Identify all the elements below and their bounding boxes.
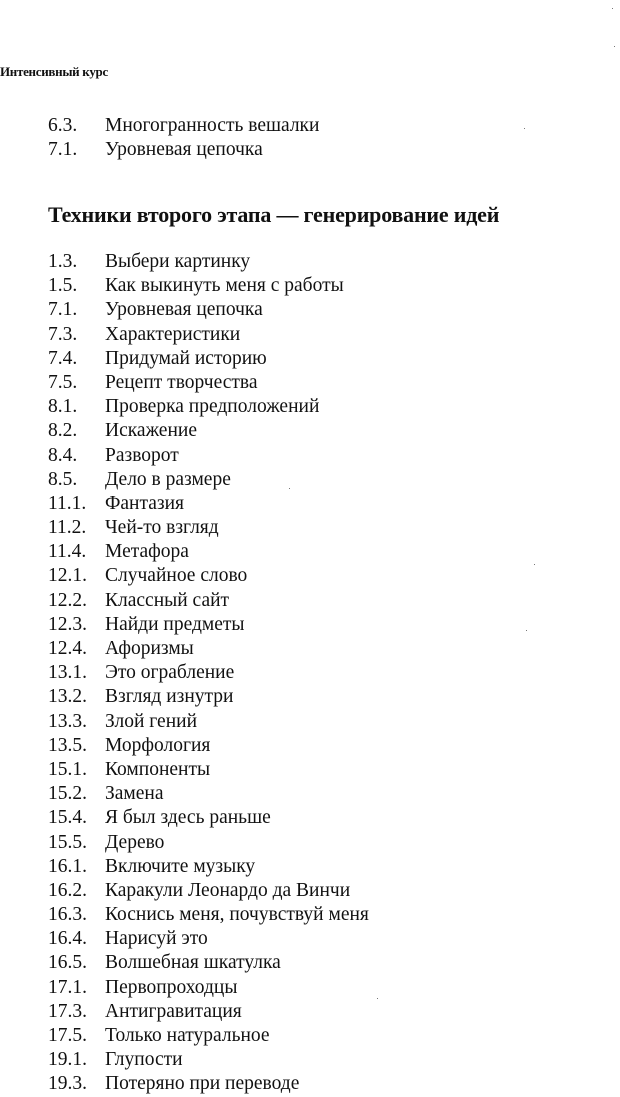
item-number: 16.5. [48, 952, 87, 974]
list-item [48, 976, 369, 1000]
list-item [48, 831, 369, 855]
item-number: 13.5. [48, 734, 87, 756]
item-number: 16.2. [48, 879, 87, 901]
item-number: 7.3. [48, 323, 78, 345]
item-title: Дело в размере [105, 468, 231, 490]
item-number: 8.4. [48, 444, 78, 466]
item-number: 15.5. [48, 831, 87, 853]
item-title: Разворот [105, 444, 179, 466]
item-title: Дерево [105, 831, 165, 853]
list-item [48, 734, 369, 758]
item-title: Случайное слово [105, 565, 248, 587]
item-number: 8.1. [48, 396, 78, 418]
technique-list-idea-generation [48, 250, 369, 1097]
item-number: 13.1. [48, 662, 87, 684]
item-number: 7.1. [48, 299, 78, 321]
item-title: Проверка предположений [105, 396, 320, 418]
item-title: Потеряно при переводе [105, 1073, 300, 1095]
item-title: Глупости [105, 1049, 183, 1071]
item-title: Каракули Леонардо да Винчи [105, 879, 351, 901]
list-item [48, 540, 369, 564]
item-title: Только натуральное [105, 1025, 270, 1046]
list-item [48, 1048, 369, 1072]
item-title: Я был здесь раньше [105, 807, 271, 829]
item-number: 12.1. [48, 565, 87, 587]
scan-speck [612, 8, 613, 9]
scan-speck [377, 998, 378, 999]
running-header: Интенсивный курс [0, 64, 108, 79]
list-item [48, 274, 369, 298]
item-number: 12.2. [48, 589, 87, 611]
list-item [48, 927, 369, 951]
item-number: 12.3. [48, 613, 87, 635]
item-title: Классный сайт [105, 589, 230, 611]
list-item [48, 1024, 369, 1048]
list-item [48, 371, 369, 395]
item-title: Уровневая цепочка [105, 139, 263, 161]
item-number: 12.4. [48, 638, 87, 659]
item-number: 1.3. [48, 251, 78, 272]
item-title: Волшебная шкатулка [105, 952, 281, 974]
list-item [48, 1000, 369, 1024]
list-item [48, 138, 319, 162]
list-item [48, 564, 369, 588]
list-item [48, 250, 369, 274]
list-item [48, 855, 369, 879]
item-title: Замена [105, 783, 164, 805]
item-number: 15.4. [48, 807, 87, 829]
item-title: Многогранность вешалки [105, 115, 320, 136]
item-title: Как выкинуть меня с работы [105, 275, 344, 297]
item-title: Взгляд изнутри [105, 686, 234, 708]
list-item [48, 613, 369, 637]
list-item [48, 879, 369, 903]
list-item [48, 903, 369, 927]
item-title: Уровневая цепочка [105, 299, 263, 321]
item-title: Придумай историю [105, 347, 267, 369]
item-number: 19.1. [48, 1049, 87, 1071]
item-number: 7.4. [48, 347, 78, 369]
item-title: Антигравитация [105, 1000, 242, 1022]
item-title: Рецепт творчества [105, 371, 258, 393]
item-title: Характеристики [105, 323, 241, 345]
item-title: Включите музыку [105, 855, 256, 877]
list-item [48, 444, 369, 468]
item-title: Выбери картинку [105, 251, 251, 272]
item-number: 17.5. [48, 1025, 87, 1046]
list-item [48, 951, 369, 975]
item-title: Злой гений [105, 710, 198, 732]
item-number: 15.1. [48, 758, 87, 780]
item-title: Фантазия [105, 492, 185, 514]
list-item [48, 419, 369, 443]
item-number: 16.3. [48, 904, 87, 926]
section-heading: Техники второго этапа — генерирование идей [48, 202, 500, 227]
item-title: Нарисуй это [105, 928, 208, 950]
scan-speck [289, 488, 290, 489]
scan-speck [524, 128, 525, 129]
list-item [48, 758, 369, 782]
item-number: 16.4. [48, 928, 87, 950]
item-title: Это ограбление [105, 662, 235, 684]
list-item [48, 589, 369, 613]
list-item [48, 1072, 369, 1096]
list-item [48, 710, 369, 734]
list-item [48, 637, 369, 661]
item-title: Афоризмы [105, 638, 194, 659]
item-title: Чей-то взгляд [105, 517, 219, 539]
list-item [48, 782, 369, 806]
item-number: 17.3. [48, 1000, 87, 1022]
item-number: 15.2. [48, 783, 87, 805]
item-title: Искажение [105, 420, 197, 442]
item-number: 13.2. [48, 686, 87, 708]
item-number: 1.5. [48, 275, 78, 297]
list-item [48, 492, 369, 516]
list-item [48, 323, 369, 347]
list-item [48, 114, 319, 138]
list-item [48, 516, 369, 540]
item-number: 16.1. [48, 855, 87, 877]
item-title: Компоненты [105, 758, 211, 780]
item-title: Найди предметы [105, 613, 245, 635]
list-item [48, 395, 369, 419]
item-title: Коснись меня, почувствуй меня [105, 904, 369, 926]
item-number: 13.3. [48, 710, 87, 732]
item-number: 11.2. [48, 517, 87, 539]
item-number: 8.5. [48, 468, 78, 490]
item-title: Морфология [105, 734, 211, 756]
item-number: 11.4. [48, 541, 87, 563]
item-number: 6.3. [48, 115, 78, 136]
item-number: 17.1. [48, 976, 87, 998]
list-item [48, 468, 369, 492]
item-number: 8.2. [48, 420, 78, 442]
list-item [48, 685, 369, 709]
scan-speck [526, 630, 527, 631]
item-number: 7.1. [48, 139, 78, 161]
item-title: Метафора [105, 541, 189, 563]
item-title: Первопроходцы [105, 976, 238, 998]
list-item [48, 298, 369, 322]
item-number: 19.3. [48, 1073, 87, 1095]
item-number: 7.5. [48, 371, 78, 393]
list-item [48, 806, 369, 830]
item-number: 11.1. [48, 492, 87, 514]
scan-speck [614, 46, 615, 47]
list-item [48, 347, 369, 371]
scan-speck [534, 564, 535, 565]
technique-list-continued [48, 114, 319, 162]
list-item [48, 661, 369, 685]
